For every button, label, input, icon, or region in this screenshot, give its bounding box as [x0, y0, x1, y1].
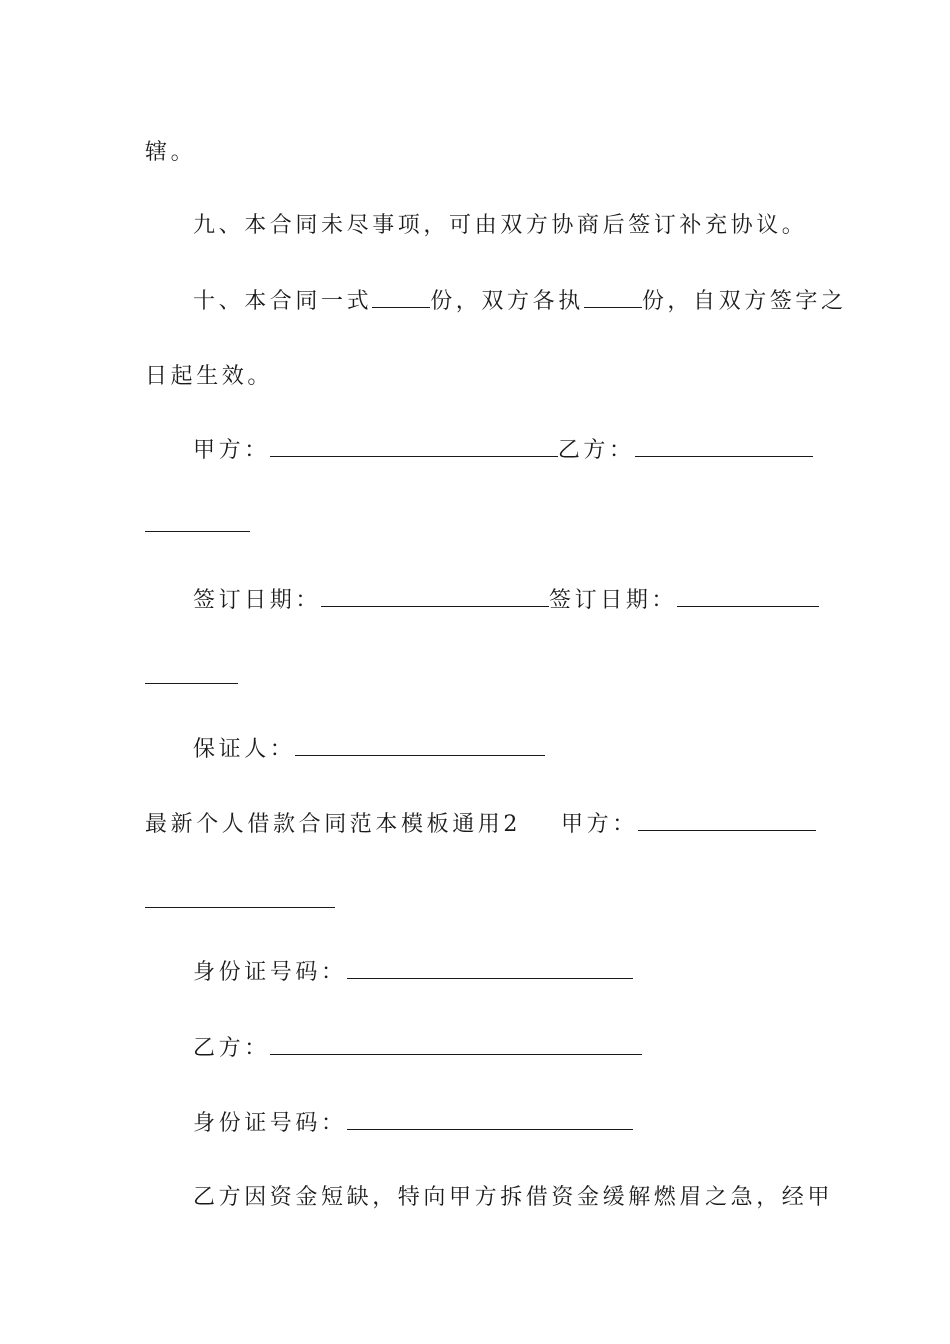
loan-purpose-paragraph: 乙方因资金短缺，特向甲方拆借资金缓解燃眉之急，经甲 [193, 1185, 834, 1210]
text-line [193, 735, 545, 765]
text-line [193, 287, 847, 317]
id-number-label-b: 身份证号码： [193, 1111, 347, 1136]
text-line [193, 586, 819, 616]
party-a-label: 甲方： [193, 438, 270, 463]
party-b-blank [635, 436, 813, 457]
party-a-blank [638, 810, 816, 831]
party-b-blank [270, 1034, 642, 1055]
text-line [145, 810, 816, 840]
guarantor-blank [295, 735, 545, 756]
clause-ten-part3: 份，自双方签字之 [641, 289, 847, 314]
template-title: 最新个人借款合同范本模板通用2 [145, 812, 521, 837]
party-b-label: 乙方： [557, 438, 635, 463]
copies-each-blank [584, 287, 642, 308]
sign-date-label-b: 签订日期： [549, 588, 678, 613]
text-line [193, 1109, 633, 1139]
clause-ten-part2: 份，双方各执 [430, 289, 584, 314]
text-line [145, 138, 196, 168]
blank-continuation [145, 683, 238, 684]
copies-total-blank [372, 287, 430, 308]
sign-date-label-a: 签订日期： [193, 588, 322, 613]
guarantor-label: 保证人： [193, 737, 296, 762]
clause-ten-tail: 日起生效。 [145, 364, 274, 389]
paragraph-tail: 辖。 [145, 140, 197, 165]
id-number-label-a: 身份证号码： [193, 960, 347, 985]
id-number-blank-a [347, 958, 633, 979]
party-a-blank [270, 436, 558, 457]
sign-date-blank-a [321, 586, 549, 607]
party-a-label: 甲方： [561, 812, 638, 837]
text-line [193, 211, 807, 241]
blank-continuation [145, 531, 250, 532]
text-line [193, 958, 633, 988]
party-b-label: 乙方： [193, 1036, 270, 1061]
text-line [193, 1034, 642, 1064]
clause-ten-part1: 十、本合同一式 [193, 289, 373, 314]
text-line [193, 436, 813, 466]
sign-date-blank-b [677, 586, 819, 607]
id-number-blank-b [347, 1109, 633, 1130]
clause-nine: 九、本合同未尽事项，可由双方协商后签订补充协议。 [193, 213, 808, 238]
text-line [193, 1183, 833, 1213]
blank-continuation [145, 907, 335, 908]
text-line [145, 362, 273, 392]
